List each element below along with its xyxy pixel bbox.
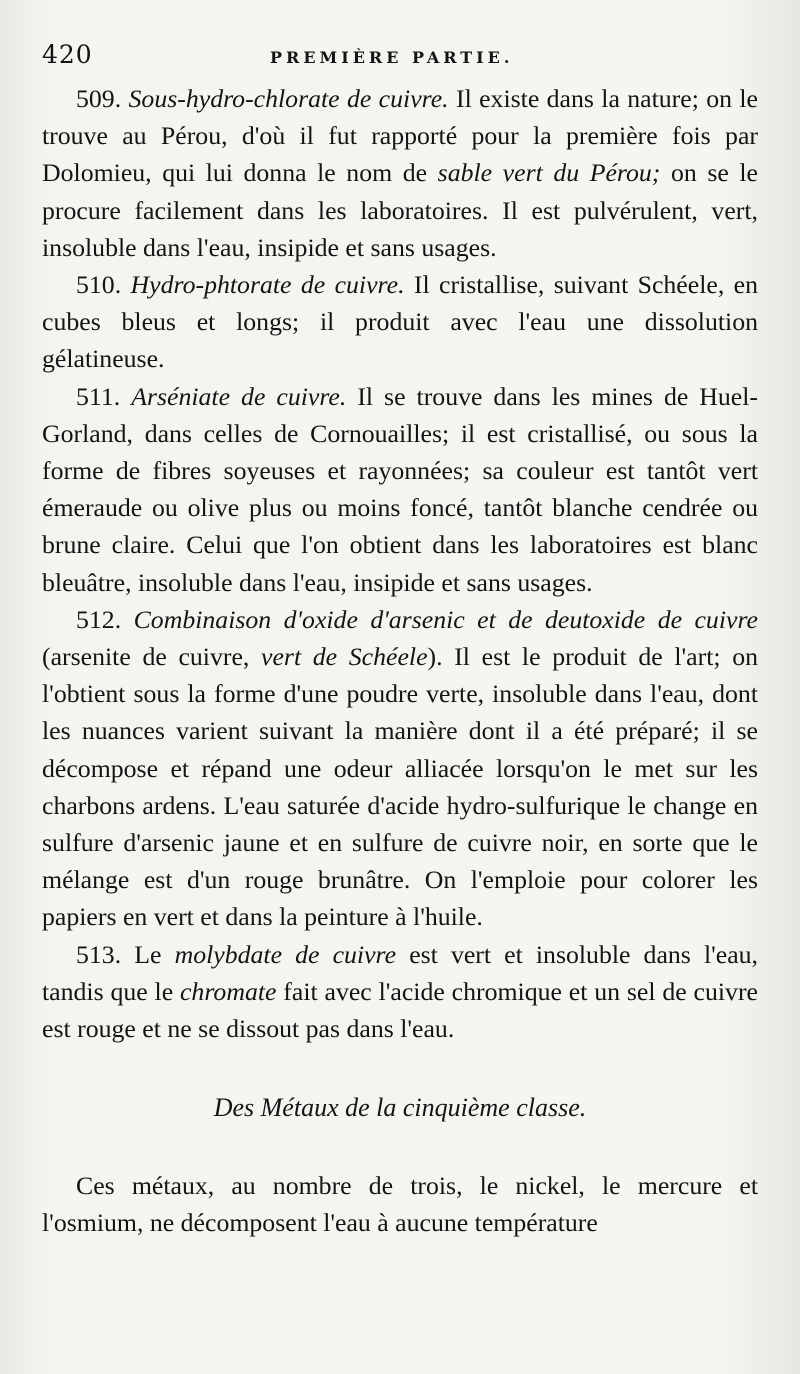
paragraph-text: fait avec l'acide chromique et un sel de cuivre est rouge et ne se dissout pas dans l'eau. xyxy=(42,976,758,1044)
italic-term: sable vert du Pérou; xyxy=(437,158,661,188)
italic-term: vert de Schéele xyxy=(261,642,428,672)
italic-term: chromate xyxy=(179,976,277,1006)
paragraph-512 xyxy=(42,601,758,936)
page-header xyxy=(42,40,758,80)
paragraph-number: 511. xyxy=(76,381,121,411)
paragraph-text: Ces métaux, au nombre de trois, le nickel, le mercure et l'osmium, ne décomposent l'eau à aucune température xyxy=(42,1171,758,1238)
paragraph-text: Il existe dans la nature; on le trouve au Pérou, d'où il fut rapporté pour la première fois par Dolomieu, qui lui donna le nom de xyxy=(42,84,758,188)
paragraph-text: est vert et insoluble dans l'eau, tandis que le xyxy=(42,939,759,1006)
paragraph-intro xyxy=(42,1167,758,1241)
paragraph-text: Il se trouve dans les mines de Huel-Gorland, dans celles de Cornouailles; il est cristallisé, ou sous la forme de fibres soyeuses et rayonnées; sa couleur est tantôt vert émeraude ou olive plus ou moins foncé, tantôt blanche cendrée ou brune claire. Celui que l'on obtient dans les laboratoires est blanc bleuâtre, insoluble dans l'eau, insipide et sans usages. xyxy=(42,381,759,597)
paragraph-510 xyxy=(42,266,758,378)
paragraph-title: Combinaison d'oxide d'arsenic et de deutoxide de cuivre xyxy=(133,604,758,634)
paragraph-number: 512. xyxy=(76,604,122,634)
paragraph-number: 509. xyxy=(76,84,122,113)
paragraph-511 xyxy=(42,378,758,601)
paragraph-number: 513. xyxy=(76,939,122,969)
section-title: Des Métaux de la cinquième classe. xyxy=(213,1093,587,1123)
paragraph-title: Sous-hydro-chlorate de cuivre. xyxy=(128,84,449,113)
paragraph-text: (arsenite de cuivre, xyxy=(42,642,262,672)
paragraph-text: on se le procure facilement dans les laboratoires. Il est pulvérulent, vert, insoluble dans l'eau, insipide et sans usages. xyxy=(42,158,758,262)
page-number: 420 xyxy=(42,40,93,69)
running-head: PREMIÈRE PARTIE. xyxy=(270,48,514,67)
paragraph-text: ). Il est le produit de l'art; on l'obtient sous la forme d'une poudre verte, insoluble dans l'eau, dont les nuances varient suivant la manière dont il a été préparé; il se décompose et répand une odeur alliacée lorsqu'on le met sur les charbons ardens. L'eau saturée d'acide hydro-sulfurique le change en sulfure d'arsenic jaune et en sulfure de cuivre noir, en sorte que le mélange est d'un rouge brunâtre. On l'emploie pour colorer les papiers en vert et dans la peinture à l'huile. xyxy=(42,642,758,932)
paragraph-title: Hydro-phtorate de cuivre. xyxy=(130,270,405,300)
italic-term: molybdate de cuivre xyxy=(174,939,397,969)
paragraph-text: Le xyxy=(121,939,175,969)
paragraph-513 xyxy=(42,936,758,1048)
paragraph-509 xyxy=(42,80,758,266)
paragraph-text: Il cristallise, suivant Schéele, en cubes bleus et longs; il produit avec l'eau une dissolution gélatineuse. xyxy=(42,270,758,374)
paragraph-number: 510. xyxy=(76,270,122,300)
paragraph-title: Arséniate de cuivre. xyxy=(131,381,347,411)
